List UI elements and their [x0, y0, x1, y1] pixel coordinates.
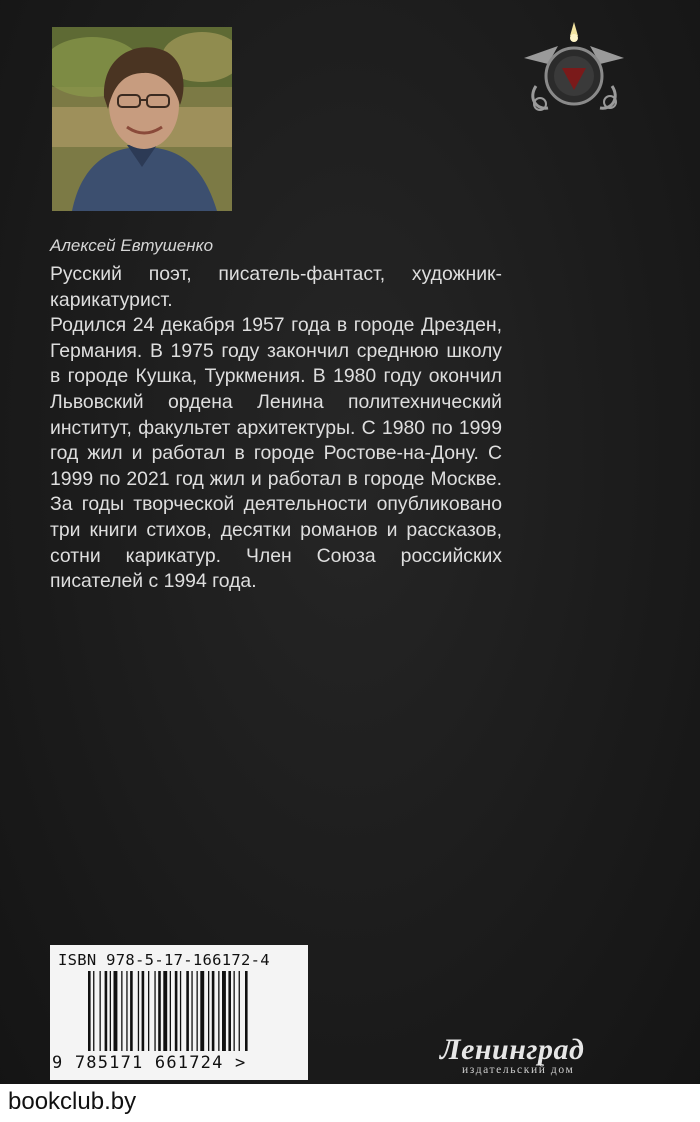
- barcode-bar: [110, 971, 111, 1051]
- barcode-digits: 9 785171 661724 >: [52, 1053, 247, 1073]
- barcode-bar: [197, 971, 198, 1051]
- bio-paragraph: Родился 24 декабря 1957 года в городе Дрезден, Германия. В 1975 году закончил среднюю школу в городе Кушка, Туркмения. В 1980 году окончил Львовский ордена Ленина политехнический институт, факультет архитектуры. С 1980 по 1999 год жил и работал в городе Ростове-на-Дону. С 1999 по 2021 год жил и работал в городе Москве. За годы творческой деятельности опубликовано три книги стихов, десятки романов и рассказов, сотни карикатур. Член Союза российских писателей с 1994 года.: [50, 314, 502, 593]
- publisher-emblem-icon: [518, 18, 630, 122]
- isbn-barcode: [50, 945, 308, 1080]
- publisher-name: Ленинград: [440, 1033, 585, 1066]
- author-portrait: [52, 27, 232, 211]
- barcode-bar: [154, 971, 155, 1051]
- barcode-bar: [186, 971, 189, 1051]
- barcode-bar: [142, 971, 145, 1051]
- watermark-bar: [0, 1084, 700, 1122]
- barcode-bar: [130, 971, 133, 1051]
- barcode-bar: [93, 971, 94, 1051]
- author-name: Алексей Евтушенко: [50, 236, 214, 255]
- barcode-bar: [126, 971, 127, 1051]
- bio-paragraph: Русский поэт, писатель-фантаст, художник-карикатурист.: [50, 263, 502, 311]
- barcode-bar: [148, 971, 149, 1051]
- author-biography: [50, 262, 502, 595]
- barcode-bar: [234, 971, 235, 1051]
- isbn-label: ISBN 978-5-17-166172-4: [58, 951, 270, 969]
- barcode-bar: [239, 971, 240, 1051]
- barcode-bar: [200, 971, 204, 1051]
- barcode-bar: [222, 971, 226, 1051]
- barcode-bar: [191, 971, 192, 1051]
- barcode-bar: [158, 971, 161, 1051]
- barcode-bar: [208, 971, 209, 1051]
- barcode-bar: [170, 971, 171, 1051]
- barcode-bar: [121, 971, 122, 1051]
- barcode-bar: [88, 971, 91, 1051]
- author-photo: [52, 27, 232, 211]
- barcode-bar: [138, 971, 139, 1051]
- publisher-subtitle: издательский дом: [462, 1064, 575, 1076]
- barcode-bar: [212, 971, 215, 1051]
- watermark-text: bookclub.by: [8, 1088, 137, 1115]
- barcode-bar: [105, 971, 108, 1051]
- barcode-bar: [163, 971, 167, 1051]
- publisher-logo: [440, 1034, 640, 1076]
- barcode-bar: [180, 971, 181, 1051]
- barcode-bar: [228, 971, 231, 1051]
- barcode-bars: [88, 971, 284, 1053]
- barcode-bar: [218, 971, 219, 1051]
- barcode-bar: [114, 971, 118, 1051]
- barcode-bar: [175, 971, 178, 1051]
- barcode-bar: [245, 971, 248, 1051]
- barcode-bar: [100, 971, 101, 1051]
